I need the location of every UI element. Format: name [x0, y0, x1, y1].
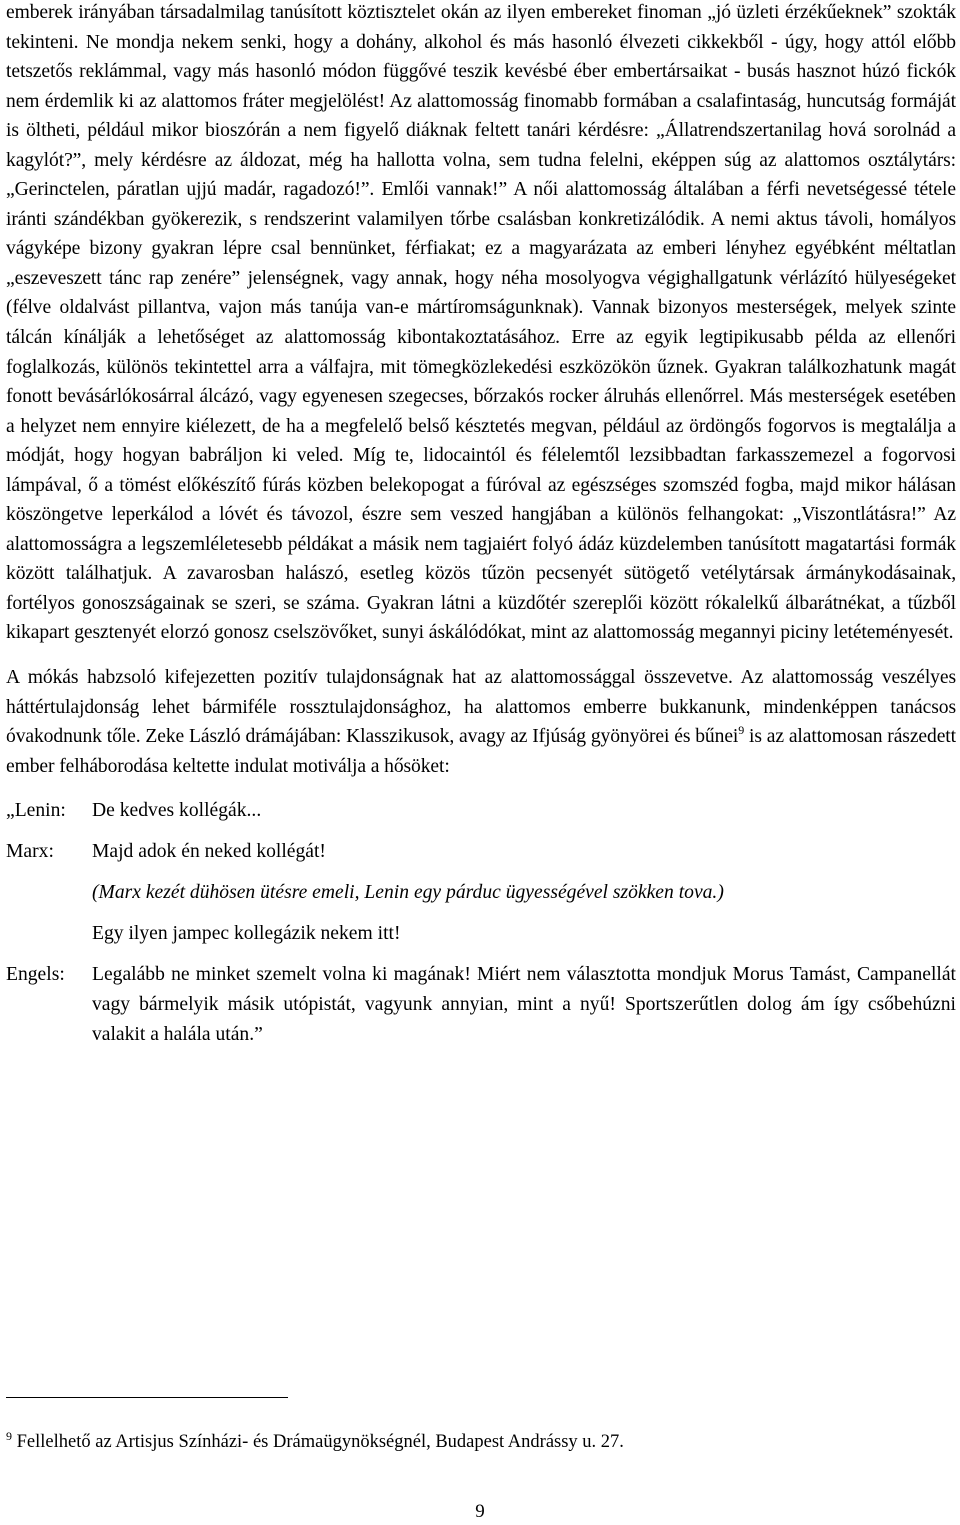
- line-engels: Legalább ne minket szemelt volna ki magának! Miért nem választotta mondjuk Morus Tamást, Campanellát vagy bármelyik másik utópistát, vagyunk annyian, mint a nyű! Sportszerűtlen dolog ám így csőbehúzni valakit a halála után.”: [92, 964, 956, 1046]
- paragraph-2-text-a: A mókás habzsoló kifejezetten pozitív tulajdonságnak hat az alattomossággal összevetve. Az alattomosság veszélyes háttértulajdonság lehet bármiféle rossztulajdonsághoz, ha alattomos emberre bukkanunk, mindenképpen tanácsos óvakodnunk tőle. Zeke László drámájában: Klasszikusok, avagy az Ifjúság gyönyörei és bűnei: [6, 667, 956, 748]
- speaker-engels: Engels:: [6, 964, 65, 986]
- paragraph-2-text-b: is az alattomosan rászedett ember felháborodása keltette indulat motiválja a hősöket:: [6, 726, 956, 777]
- body-paragraph-2: [6, 663, 956, 781]
- footnote-reference[interactable]: 9: [738, 723, 745, 738]
- footnote: [6, 1430, 624, 1454]
- speaker-lenin: „Lenin:: [6, 800, 66, 822]
- dialogue-turn-lenin: [6, 796, 956, 826]
- dialogue-block: [6, 796, 956, 1050]
- speaker-marx: Marx:: [6, 841, 54, 863]
- line-marx: Majd adok én neked kollégát!: [92, 841, 326, 863]
- stage-direction: (Marx kezét dühösen ütésre emeli, Lenin egy párduc ügyességével szökken tova.): [92, 882, 724, 904]
- dialogue-turn-engels: [6, 960, 956, 1050]
- dialogue-turn-marx: [6, 837, 956, 867]
- body-paragraph-1: emberek irányában társadalmilag tanúsított köztisztelet okán az ilyen embereket finoman „jó üzleti érzékűeknek” szokták tekinteni. Ne mondja nekem senki, hogy a dohány, alkohol és más hasonló élvezeti cikkekből - úgy, hogy attól előbb tetszetős reklámmal, vagy más hasonló módon függővé teszik kevésbé éber embertársaikat - busás hasznot húzó fickók nem érdemlik ki az alattomos fráter megjelölést! Az alattomosság finomabb formában a csalafintaság, huncutság formáját is öltheti, például mikor bioszórán a nem figyelő diáknak feltett tanári kérdésre: „Állatrendszertanilag hová sorolnád a kagylót?”, mely kérdésre az áldozat, még ha hallotta volna, sem tudna felelni, eképpen súg az alattomos osztálytárs: „Gerinctelen, páratlan ujjú madár, ragadozó!”. Emlői vannak!” A női alattomosság általában a férfi nevetségessé tétele iránti szándékban gyökerezik, s rendszerint valamilyen tőrbe csalásban konkretizálódik. A nemi aktus távoli, homályos vágyképe bizony gyakran lépre csal bennünket, férfiakat; ez a magyarázata az emberi lényhez egyébként méltatlan „eszeveszett tánc rap zenére” jelenségnek, vagy annak, hogy néha mosolyogva végighallgatunk vérlázító hülyeségeket (félve oldalvást pillantva, vajon más tanúja van-e mártíromságunknak). Vannak bizonyos mesterségek, melyek szinte tálcán kínálják a lehetőséget az alattomosság kibontakoztatásához. Erre az egyik legtipikusabb példa az ellenőri foglalkozás, különös tekintettel arra a válfajra, mit tömegközlekedési eszközökön űznek. Gyakran találkozhatunk magát fonott bevásárlókosárral álcázó, vagy egyenesen szegecses, bőrzakós rocker álruhás ellenőrrel. Más mesterségek esetében a helyzet nem ennyire kiélezett, de ha a megfelelő belső késztetés megvan, például az ördöngős fogorvos is megtalálja a módját, hogy hogyan babráljon ki veled. Míg te, lidocaintól és félelemtől lezsibbadtan farkasszemezel a fogorvosi lámpával, ő a tömést előkészítő fúrás közben belekopogat a fúróval az egészséges szomszéd fogba, majd mikor hálásan köszöngetve leperkálod a lóvét és távozol, észre sem veszed hangjában a különös felhangokat: „Viszontlátásra!” Az alattomosságra a legszemléletesebb példákat a másik nem tagjaiért folyó ádáz küzdelemben tanúsított magatartási formák között találhatjuk. A zavarosban halászó, esetleg közös tűzön pecsenyét sütögető vetélytársak ármánykodásainak, fortélyos gonoszságainak se szeri, se száma. Gyakran látni a küzdőtér szereplői között rókalelkű álbarátnékat, a tűzből kikapart gesztenyét elorzó gonosz cselszövőket, sunyi áskálódókat, mint az alattomosság megannyi piciny letéteményesét.: [6, 2, 956, 644]
- footnote-separator: [6, 1397, 288, 1398]
- footnote-text: Fellelhető az Artisjus Színházi- és Drámaügynökségnél, Budapest Andrássy u. 27.: [12, 1432, 624, 1452]
- line-marx-continued: Egy ilyen jampec kollegázik nekem itt!: [92, 923, 401, 945]
- line-lenin: De kedves kollégák...: [92, 800, 262, 822]
- document-page: [6, 0, 956, 1050]
- page-number: 9: [475, 1501, 485, 1522]
- footnote-marker: 9: [6, 1429, 12, 1443]
